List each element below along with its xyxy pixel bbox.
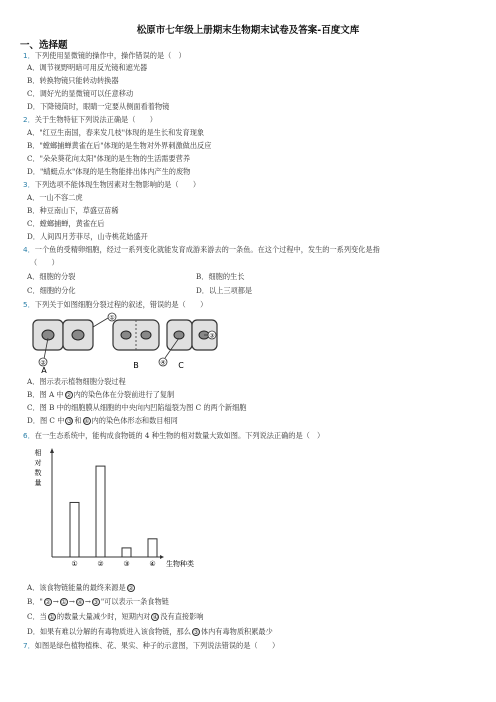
question-7 (23, 641, 279, 650)
q6-option-b: B．" ② → ① → ④ → ③ "可以表示一条食物链 (27, 597, 169, 606)
marker-3: ③ (209, 332, 215, 340)
circled-2: ② (65, 392, 72, 399)
q6-option-c: C．当 ① 的数量大量减少时，短期内对 ④ 没有直接影响 (27, 612, 204, 621)
question-4 (23, 245, 380, 254)
y-axis-label-char: 量 (34, 479, 42, 487)
question-number: 7． (23, 641, 35, 650)
category-label-2: ② (97, 560, 104, 568)
bar-4 (148, 539, 157, 557)
q4-option-b: B．细胞的生长 (196, 272, 245, 281)
category-label-4: ④ (149, 560, 156, 568)
x-axis-label: 生物种类 (166, 560, 194, 568)
marker-2: ② (40, 359, 46, 367)
q4-option-c: C．细胞的分化 (27, 286, 76, 295)
marker-1: ① (109, 314, 115, 322)
q1-option-d: D．下降镜筒时，眼睛一定要从侧面看着物镜 (27, 102, 170, 111)
q2-option-d: D．"蜻蜓点水"体现的是生物能排出体内产生的废物 (27, 167, 191, 176)
q5-option-b: B．图 A 中 ② 内的染色体在分裂前进行了复制 (27, 390, 175, 399)
label-a: A (41, 366, 47, 375)
q3-option-d: D．人间四月芳菲尽，山寺桃花始盛开 (27, 232, 148, 241)
y-axis-label-char: 数 (34, 469, 42, 477)
q3-option-a: A．一山不容二虎 (27, 193, 83, 202)
document-title: 松原市七年级上册期末生物期末试卷及答案-百度文库 (136, 25, 360, 36)
q2-option-c: C．"朵朵葵花向太阳"体现的是生物的生活需要营养 (27, 154, 191, 163)
q2-option-b: B．"螳螂捕蝉黄雀在后"体现的是生物对外界刺激做出反应 (27, 141, 212, 150)
y-axis-arrow (50, 448, 54, 453)
question-number: 5． (23, 300, 35, 309)
bar-2 (96, 466, 105, 557)
q3-option-c: C．螳螂捕蝉，黄雀在后 (27, 219, 105, 228)
question-number: 6． (23, 431, 35, 440)
question-number: 1． (23, 51, 35, 60)
q5-option-c: C．图 B 中的细胞膜从细胞的中央向内凹陷缢裂为图 C 的两个新细胞 (27, 403, 247, 412)
q2-option-a: A．"红豆生南国，春来发几枝"体现的是生长和发育现象 (27, 128, 205, 137)
question-6 (23, 431, 324, 440)
q1-option-a: A．调节视野明暗可用反光镜和遮光器 (27, 63, 148, 72)
q3-option-b: B．种豆南山下，草盛豆苗稀 (27, 206, 119, 215)
question-number: 4． (23, 245, 35, 254)
question-4-tail: （ ） (30, 258, 59, 267)
q4-option-d: D．以上三项都是 (196, 286, 253, 295)
question-number: 3． (23, 180, 35, 189)
marker-4: ④ (160, 359, 166, 367)
x-axis-arrow (160, 555, 164, 559)
question-text: 下列选项不能体现生物因素对生物影响的是（ ） (34, 180, 201, 189)
question-text: 关于生物特征下列说法正确是（ ） (34, 115, 157, 124)
q5-option-d: D．图 C 中 ③ 和 ④ 内的染色体形态和数目相同 (27, 416, 178, 425)
q5-option-a: A．图示表示植物细胞分裂过程 (27, 377, 126, 386)
question-text: 一个鱼的受精卵细胞，经过一系列变化就能发育成游来游去的一条鱼。在这个过程中，发生的一系列变化是指 (34, 245, 380, 254)
question-text: 下列使用显微镜的操作中，操作错误的是（ ） (34, 51, 186, 60)
label-c: C (178, 361, 184, 370)
section-heading: 一、选择题 (20, 40, 68, 51)
question-text: 下列关于如图细胞分裂过程的叙述，错误的是（ ） (34, 300, 208, 309)
question-1 (23, 51, 186, 60)
question-text: 在一生态系统中，能构成食物链的 4 种生物的相对数量大致如图。下列说法正确的是（ ） (34, 431, 325, 440)
y-axis-label-char: 相 (34, 449, 42, 457)
y-axis-label-char: 对 (34, 459, 42, 467)
q1-option-c: C．调好光的显微镜可以任意移动 (27, 89, 134, 98)
question-3 (23, 180, 200, 189)
question-text: 如图是绿色植物植株、花、果实、种子的示意图，下列说法错误的是（ ） (34, 641, 280, 650)
category-label-1: ① (71, 560, 78, 568)
question-2 (23, 115, 157, 124)
q6-option-d: D．如果有难以分解的有毒物质进入该食物链，那么 ③ 体内有毒物质积累最少 (27, 627, 273, 636)
q6-option-a: A．该食物链能量的最终来源是 ② (27, 583, 134, 592)
category-label-3: ③ (123, 560, 130, 568)
label-b: B (133, 361, 139, 370)
q1-option-b: B．转换物镜只能转动转换器 (27, 76, 119, 85)
q4-option-a: A．细胞的分裂 (27, 272, 76, 281)
question-5 (23, 300, 207, 309)
bar-3 (122, 548, 131, 557)
food-chain-chart (30, 445, 220, 577)
question-number: 2． (23, 115, 35, 124)
bar-1 (70, 502, 79, 557)
